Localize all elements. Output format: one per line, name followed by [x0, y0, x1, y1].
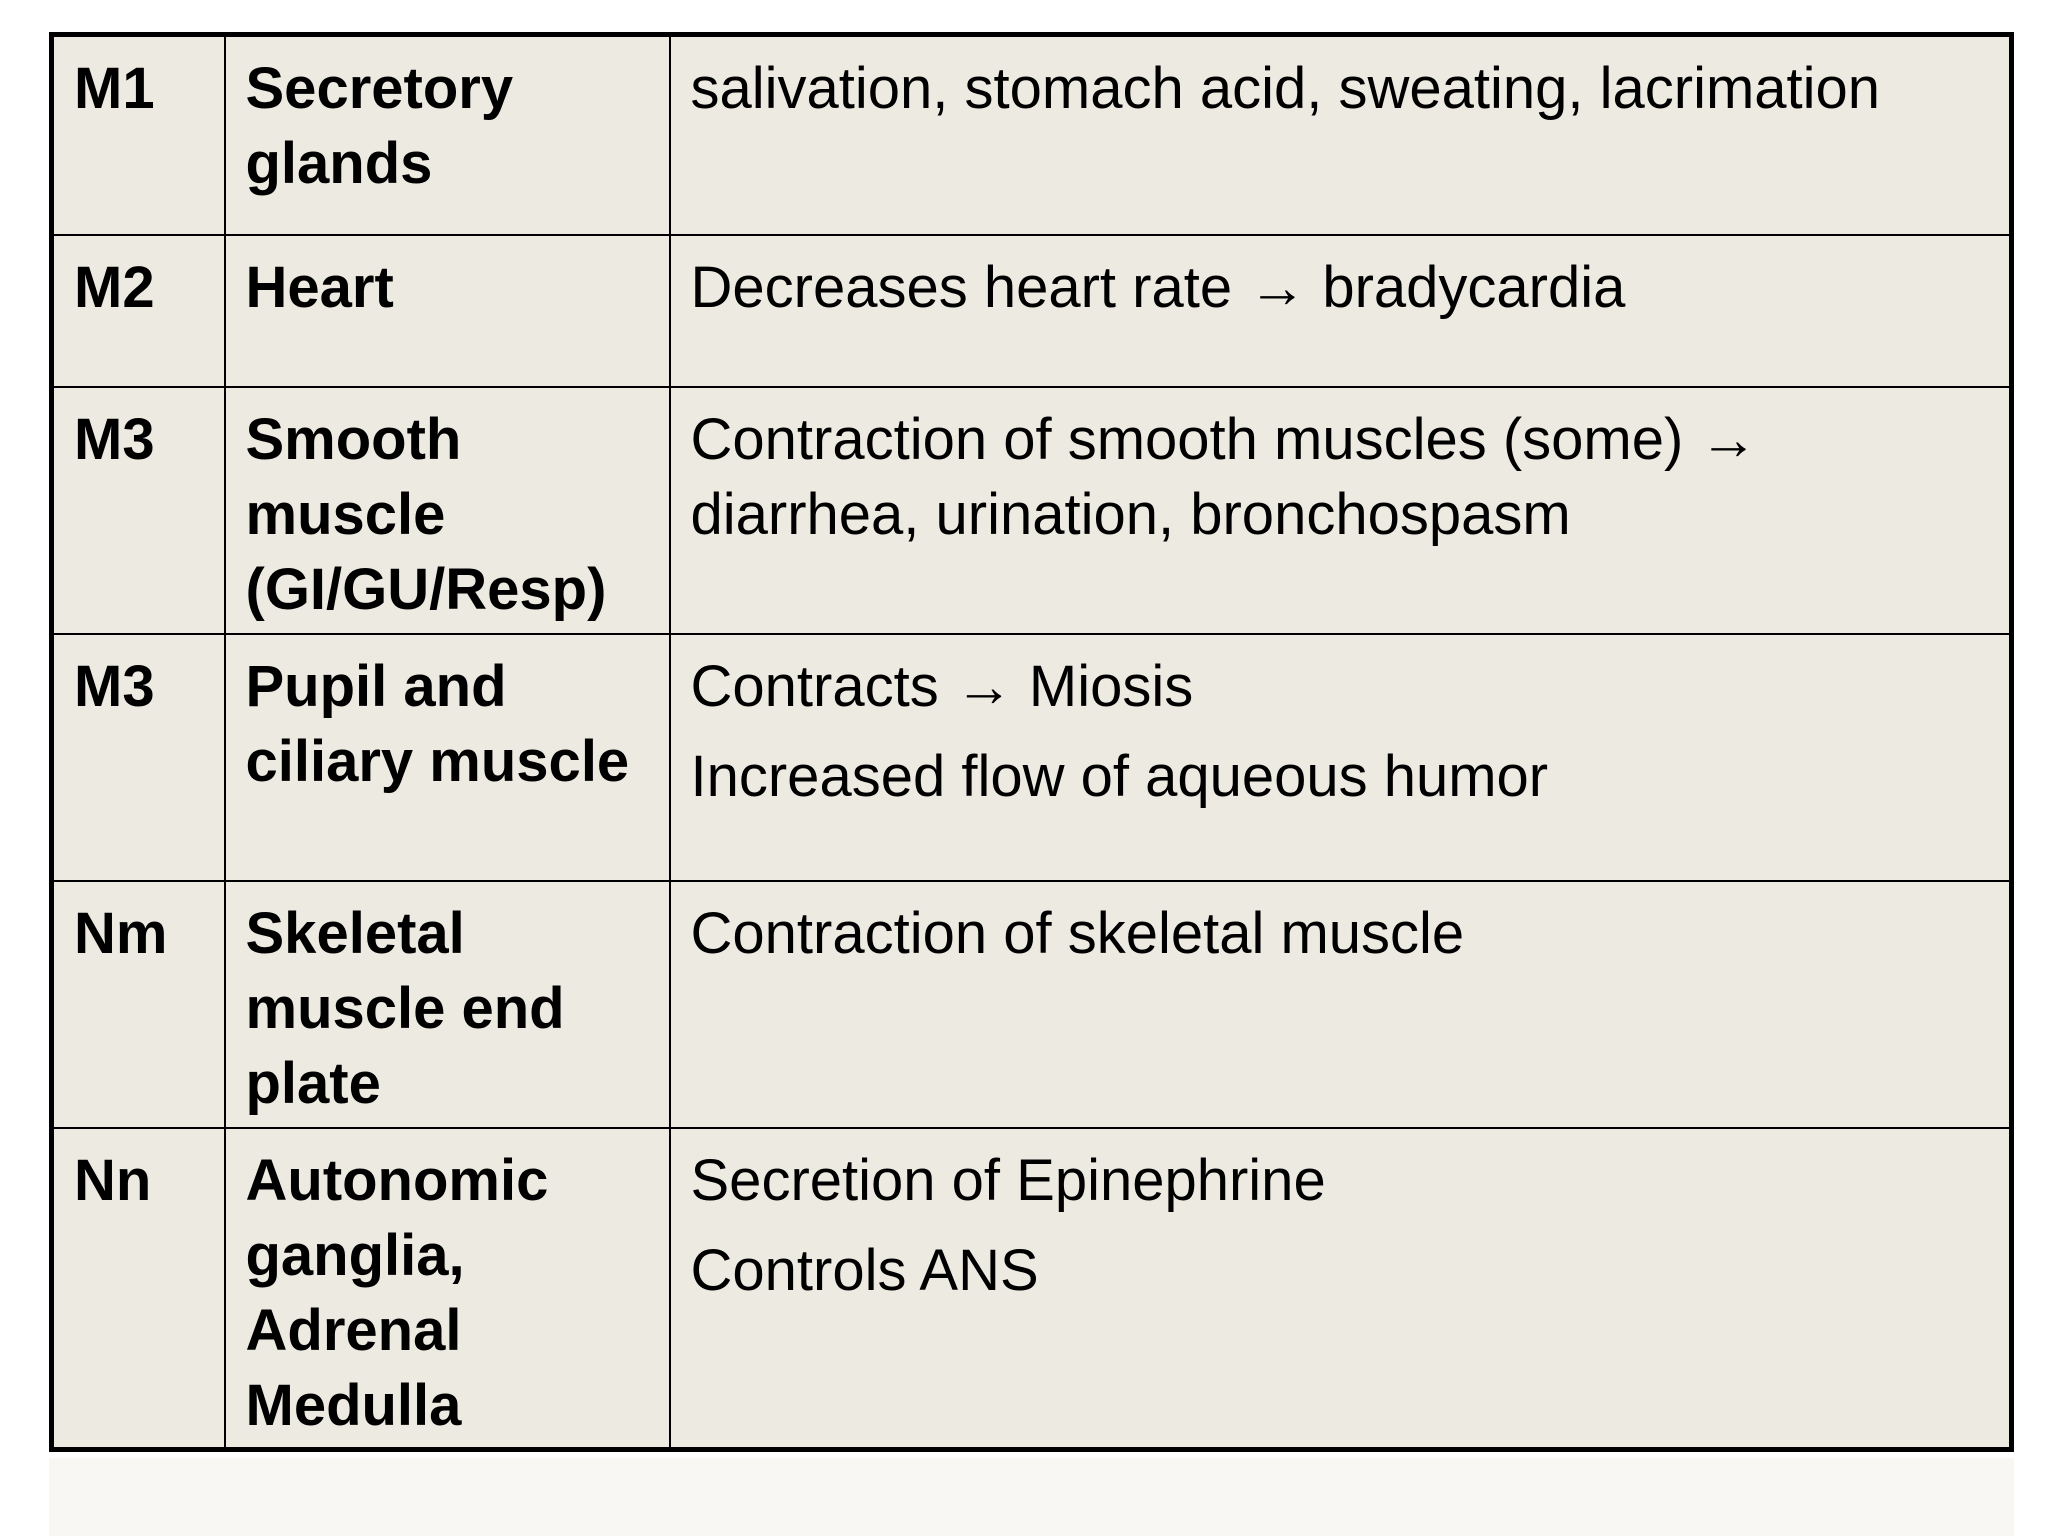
- table-row: [52, 1128, 2012, 1450]
- tissue-cell: Autonomic ganglia, Adrenal Medulla: [225, 1128, 670, 1450]
- effect-text: Decreases heart rate → bradycardia: [690, 254, 1626, 320]
- receptor-cell: Nm: [52, 881, 225, 1128]
- receptor-cell: M2: [52, 235, 225, 387]
- tissue-cell: Smooth muscle (GI/GU/Resp): [225, 387, 670, 634]
- table-row: [52, 235, 2012, 387]
- receptor-cell: M3: [52, 634, 225, 881]
- table-row: [52, 634, 2012, 881]
- effect-cell: [670, 235, 2012, 387]
- tissue-cell: Pupil and ciliary muscle: [225, 634, 670, 881]
- effect-text: Contracts → Miosis: [690, 653, 1194, 719]
- slide-bottom-band: [49, 1458, 2014, 1536]
- tissue-cell: Skeletal muscle end plate: [225, 881, 670, 1128]
- tissue-cell: Heart: [225, 235, 670, 387]
- effect-cell: [670, 35, 2012, 235]
- receptor-cell: Nn: [52, 1128, 225, 1450]
- table-row: [52, 387, 2012, 634]
- effect-text: Contraction of skeletal muscle: [690, 900, 1465, 966]
- receptor-cell: M3: [52, 387, 225, 634]
- tissue-cell: Secretory glands: [225, 35, 670, 235]
- effect-cell: [670, 387, 2012, 634]
- effect-text: Controls ANS: [690, 1237, 1039, 1303]
- table-row: [52, 881, 2012, 1128]
- table-row: [52, 35, 2012, 235]
- effect-text: Contraction of smooth muscles (some) → diarrhea, urination, bronchospasm: [690, 406, 1758, 547]
- effect-text: Secretion of Epinephrine: [690, 1147, 1326, 1213]
- effect-text: Increased flow of aqueous humor: [690, 743, 1549, 809]
- effect-cell: [670, 881, 2012, 1128]
- receptor-effects-table: [49, 32, 2014, 1452]
- effect-text: salivation, stomach acid, sweating, lacrimation: [690, 56, 1881, 121]
- effect-cell: [670, 1128, 2012, 1450]
- receptor-cell: M1: [52, 35, 225, 235]
- effect-cell: [670, 634, 2012, 881]
